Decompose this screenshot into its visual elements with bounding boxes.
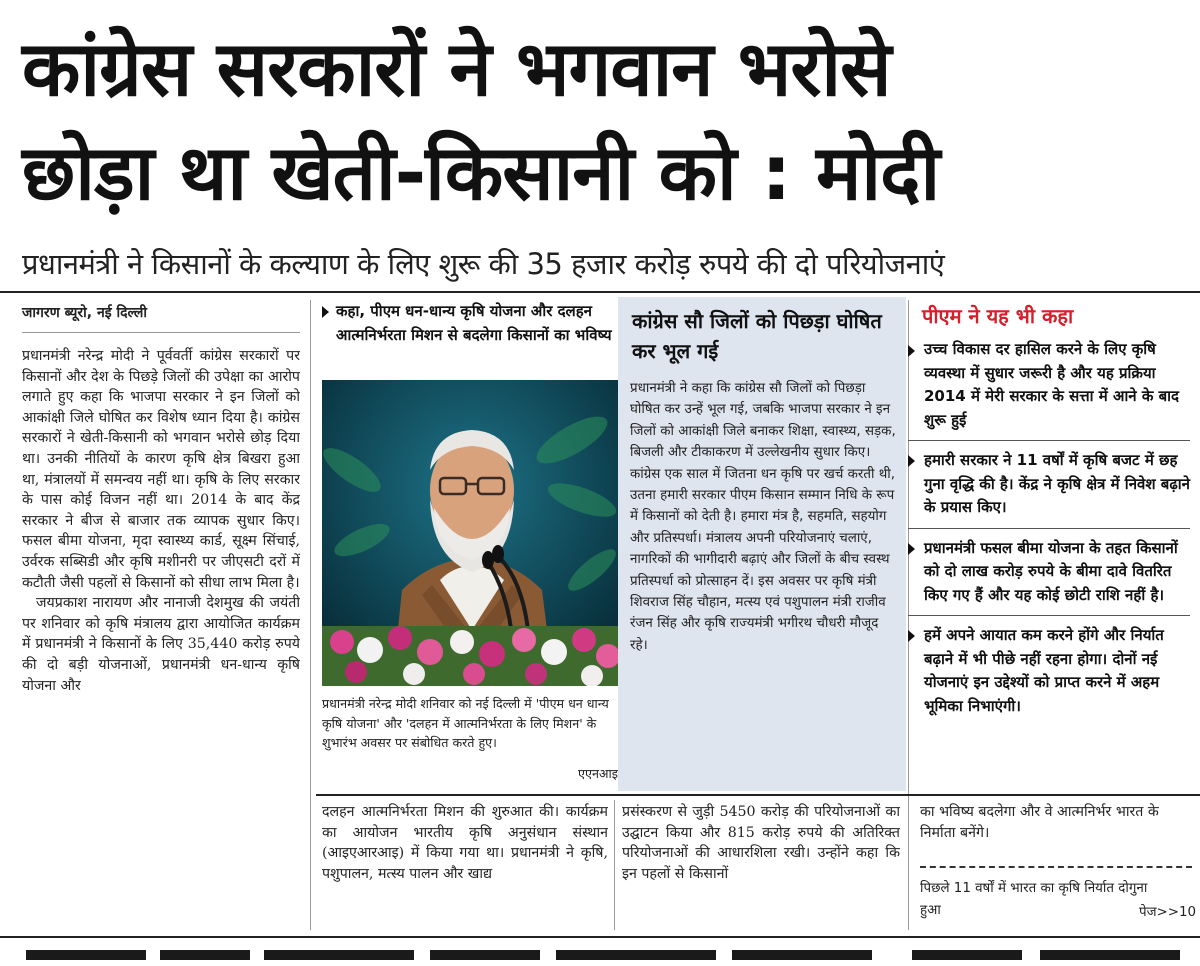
continuation-column-3: प्रसंस्करण से जुड़ी 5450 करोड़ की परियोजनाओं का उद्घाटन किया और 815 करोड़ रुपये की अतिरिक्त परियोजनाओं की आधारशिला रखी। उन्होंने कहा कि इन पहलों से किसानों bbox=[622, 804, 900, 882]
sidebar-point-text: प्रधानमंत्री फसल बीमा योजना के तहत किसानों को दो लाख करोड़ रुपये के बीमा दावे वितरित किए गए हैं और यह कोई छोटी राशि नहीं है। bbox=[924, 538, 1178, 604]
teaser-divider bbox=[920, 866, 1192, 868]
main-article-column-1 bbox=[22, 346, 300, 928]
byline: जागरण ब्यूरो, नई दिल्ली bbox=[22, 305, 147, 321]
photo-caption-text: प्रधानमंत्री नरेन्द्र मोदी शनिवार को नई दिल्ली में 'पीएम धन धान्य कृषि योजना' और 'दलहन में आत्मनिर्भरता के लिए मिशन' के शुभारंभ अवसर पर संबोधित करते हुए। bbox=[322, 696, 609, 751]
sidebar-point bbox=[908, 441, 1190, 529]
sidebar-point-text: हमें अपने आयात कम करने होंगे और निर्यात बढ़ाने में भी पीछे नहीं रहना होगा। दोनों नई योजनाएं इन उद्देश्यों को प्राप्त करने में अहम भूमिका निभाएंगी। bbox=[924, 626, 1164, 715]
subheadline: प्रधानमंत्री ने किसानों के कल्याण के लिए शुरू की 35 हजार करोड़ रुपये की दो परियोजनाएं bbox=[22, 247, 945, 281]
main-article-para-2: जयप्रकाश नारायण और नानाजी देशमुख की जयंती पर शनिवार को कृषि मंत्रालय द्वारा आयोजित कार्यक्रम में प्रधानमंत्री ने किसानों के लिए 35,440 करोड़ रुपये की दो बड़ी योजनाओं, प्रधानमंत्री धन-धान्य कृषि योजना और bbox=[22, 595, 300, 694]
sidebar-points bbox=[908, 334, 1190, 724]
box-text: प्रधानमंत्री ने कहा कि कांग्रेस सौ जिलों को पिछड़ा घोषित कर उन्हें भूल गई, जबकि भाजपा सरकार ने इन जिलों को आकांक्षी जिले बनाकर शिक्षा, स्वास्थ्य, सड़क, बिजली और टीकाकरण में उल्लेखनीय सुधार किए। कांग्रेस एक साल में जितना धन कृषि पर खर्च करती थी, उतना हमारी सरकार पीएम किसान सम्मान निधि के रूप में किसानों को देती है। हमारा मंत्र है, सहमति, सहयोग और प्रतिस्पर्धा। मंत्रालय अपनी परियोजनाएं चलाएं, नागरिकों की भागीदारी बढ़ाएं और जिलों के बीच स्वस्थ प्रतिस्पर्धा को प्रोत्साहन दें। इस अवसर पर कृषि मंत्री शिवराज सिंह चौहान, मत्स्य एवं पशुपालन मंत्री राजीव रंजन सिंह और कृषि राज्यमंत्री भगीरथ चौधरी मौजूद रहे। bbox=[630, 381, 896, 653]
point-triangle-icon bbox=[908, 630, 915, 642]
kicker-triangle-icon bbox=[322, 306, 329, 318]
photo-caption bbox=[322, 694, 618, 753]
cutoff-text-strokes bbox=[0, 944, 1200, 966]
headline-line-1: कांग्रेस सरकारों ने भगवान भरोसे bbox=[22, 24, 891, 113]
kicker bbox=[322, 300, 612, 347]
continuation-column-4: का भविष्य बदलेगा और वे आत्मनिर्भर भारत के निर्माता बनेंगे। bbox=[920, 804, 1159, 841]
kicker-text-wrap bbox=[322, 300, 612, 347]
photo-modi-speaking bbox=[322, 380, 618, 686]
teaser-text: पिछले 11 वर्षों में भारत का कृषि निर्यात दोगुना हुआ bbox=[920, 881, 1148, 918]
point-triangle-icon bbox=[908, 345, 915, 357]
rule-above-continuation bbox=[316, 794, 1200, 796]
sidebar-point bbox=[908, 334, 1190, 441]
photo-illustration bbox=[322, 380, 618, 686]
bottom-rule bbox=[0, 936, 1200, 938]
continuation-column-2: दलहन आत्मनिर्भरता मिशन की शुरुआत की। कार्यक्रम का आयोजन भारतीय कृषि अनुसंधान संस्थान (आइएआरआइ) में किया गया था। प्रधानमंत्री ने कृषि, पशुपालन, मत्स्य पालन और खाद्य bbox=[322, 804, 608, 882]
point-triangle-icon bbox=[908, 543, 915, 555]
box-title: कांग्रेस सौ जिलों को पिछड़ा घोषित कर भूल गई bbox=[632, 309, 882, 363]
main-article-para-1: प्रधानमंत्री नरेन्द्र मोदी ने पूर्ववर्ती कांग्रेस सरकारों पर किसानों और देश के पिछड़े जिलों की उपेक्षा का आरोप लगाते हुए कहा कि भाजपा सरकार ने इन जिलों को आकांक्षी जिले घोषित कर विशेष ध्यान दिया है। कांग्रेस सरकारों ने खेती-किसानी को भगवान भरोसे छोड़ दिया था। उनकी नीतियों के कारण कृषि क्षेत्र बिखरा हुआ था, मंत्रालयों में समन्वय नहीं था। कृषि के लिए सरकार के पास कोई विजन नहीं था। 2014 के बाद केंद्र सरकार ने बीज से बाजार तक व्यापक सुधार किए। फसल बीमा योजना, मृदा स्वास्थ्य कार्ड, सूक्ष्म सिंचाई, उर्वरक सब्सिडी और कृषि मशीनरी पर जीएसटी दरों में कटौती जैसी पहलों से किसानों को सीधा लाभ मिला है। bbox=[22, 348, 300, 591]
next-story-cutoff bbox=[0, 944, 1200, 966]
kicker-text: कहा, पीएम धन-धान्य कृषि योजना और दलहन आत्मनिर्भरता मिशन से बदलेगा किसानों का भविष्य bbox=[336, 302, 612, 344]
column-divider-1 bbox=[310, 300, 311, 930]
sidebar-point-text: हमारी सरकार ने 11 वर्षों में कृषि बजट में छह गुना वृद्धि की है। केंद्र ने कृषि क्षेत्र में निवेश बढ़ाने के प्रयास किए। bbox=[924, 451, 1191, 516]
point-triangle-icon bbox=[908, 455, 915, 467]
headline-line-2: छोड़ा था खेती-किसानी को : मोदी bbox=[22, 128, 940, 217]
sidebar-point bbox=[908, 529, 1190, 617]
sidebar-point bbox=[908, 616, 1190, 724]
byline-rule bbox=[22, 332, 300, 333]
rule-under-subheadline bbox=[0, 291, 1200, 293]
sidebar-point-text: उच्च विकास दर हासिल करने के लिए कृषि व्यवस्था में सुधार जरूरी है और यह प्रक्रिया 2014 में मेरी सरकार के सत्ता में आने के बाद शुरू हुई bbox=[924, 340, 1179, 429]
column-divider-2 bbox=[614, 800, 615, 930]
photo-credit: एएनआइ bbox=[578, 766, 618, 781]
sidebar-title: पीएम ने यह भी कहा bbox=[922, 304, 1074, 328]
teaser-page-link[interactable]: पेज>>10 bbox=[1138, 905, 1196, 920]
